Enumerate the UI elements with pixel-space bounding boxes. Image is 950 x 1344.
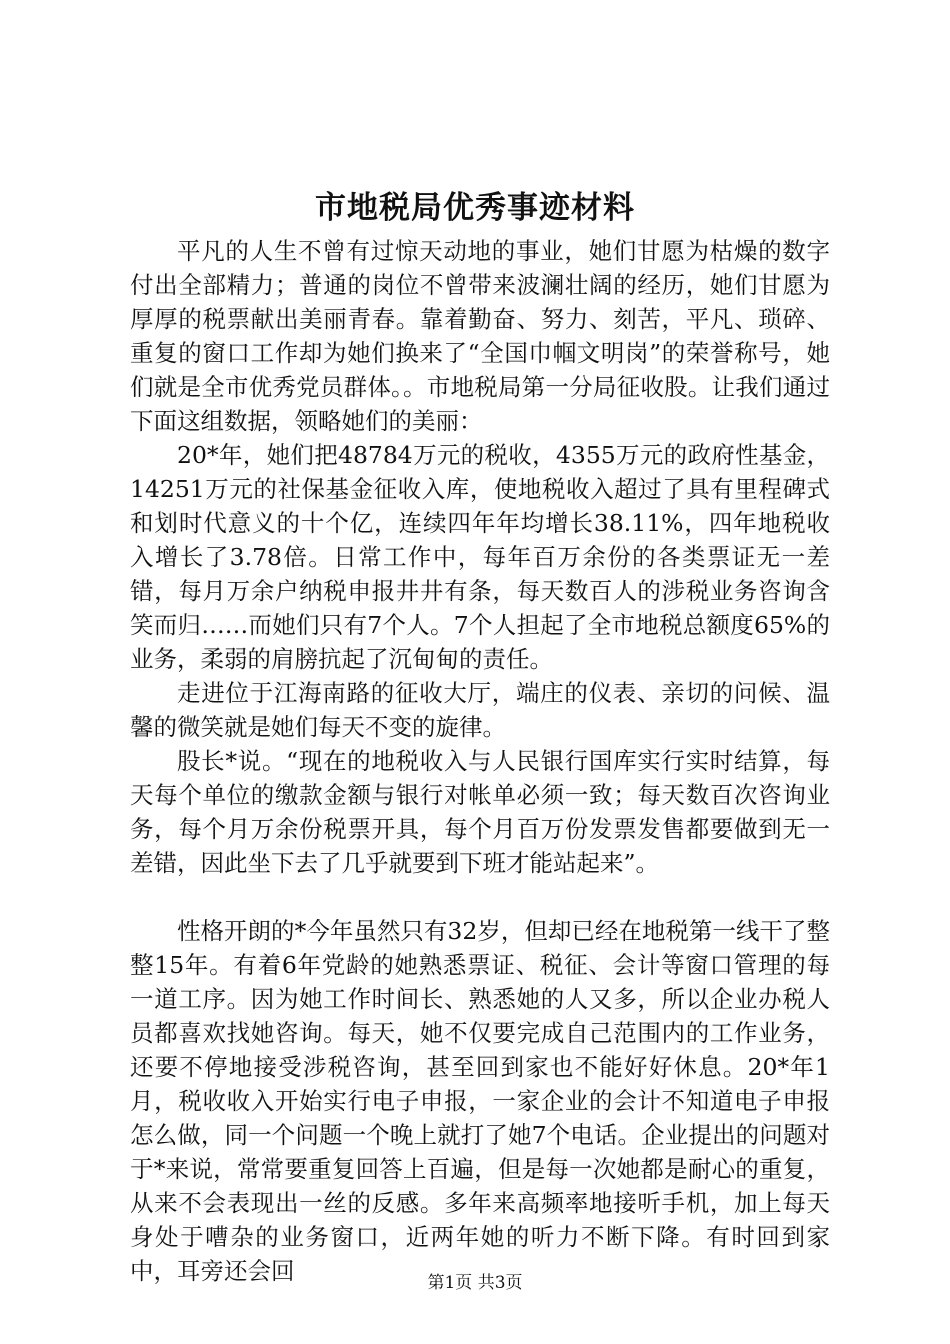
paragraph-service-hall: 走进位于江海南路的征收大厅，端庄的仪表、亲切的问候、温馨的微笑就是她们每天不变的旋律。 bbox=[130, 679, 830, 741]
paragraph-staff-profile: 性格开朗的*今年虽然只有32岁，但却已经在地税第一线干了整整15年。有着6年党龄的她熟悉票证、税征、会计等窗口管理的每一道工序。因为她工作时间长、熟悉她的人又多，所以企业办税人员都喜欢找她咨询。每天，她不仅要完成自己范围内的工作业务，还要不停地接受涉税咨询，甚至回到家也不能好好休息。20*年1月，税收收入开始实行电子申报，一家企业的会计不知道电子申报怎么做，同一个问题一个晚上就打了她7个电话。企业提出的问题对于*来说，常常要重复回答上百遍，但是每一次她都是耐心的重复，从来不会表现出一丝的反感。多年来高频率地接听手机，加上每天身处于嘈杂的业务窗口，近两年她的听力不断下降。有时回到家中，耳旁还会回 bbox=[130, 917, 830, 1285]
document-title: 市地税局优秀事迹材料 bbox=[315, 190, 635, 226]
paragraph-gap bbox=[130, 880, 830, 914]
document-body bbox=[130, 234, 830, 1288]
paragraph-statistics: 20*年，她们把48784万元的税收，4355万元的政府性基金，14251万元的社保基金征收入库，使地税收入超过了具有里程碑式和划时代意义的十个亿，连续四年年均增长38.11%，四年地税收入增长了3.78倍。日常工作中，每年百万余份的各类票证无一差错，每月万余户纳税申报井井有条，每天数百人的涉税业务咨询含笑而归……而她们只有7个人。7个人担起了全市地税总额度65%的业务，柔弱的肩膀抗起了沉甸甸的责任。 bbox=[130, 441, 830, 673]
paragraph-intro: 平凡的人生不曾有过惊天动地的事业，她们甘愿为枯燥的数字付出全部精力；普通的岗位不曾带来波澜壮阔的经历，她们甘愿为厚厚的税票献出美丽青春。靠着勤奋、努力、刻苦，平凡、琐碎、重复的窗口工作却为她们换来了“全国巾帼文明岗”的荣誉称号，她们就是全市优秀党员群体。。市地税局第一分局征收股。让我们通过下面这组数据，领略她们的美丽： bbox=[130, 237, 830, 435]
paragraph-section-chief-quote: 股长*说。“现在的地税收入与人民银行国库实行实时结算，每天每个单位的缴款金额与银行对帐单必须一致；每天数百次咨询业务，每个月万余份税票开具，每个月百万份发票发售都要做到无一差错，因此坐下去了几乎就要到下班才能站起来”。 bbox=[130, 747, 830, 877]
page-number-footer: 第1页 共3页 bbox=[427, 1273, 523, 1293]
